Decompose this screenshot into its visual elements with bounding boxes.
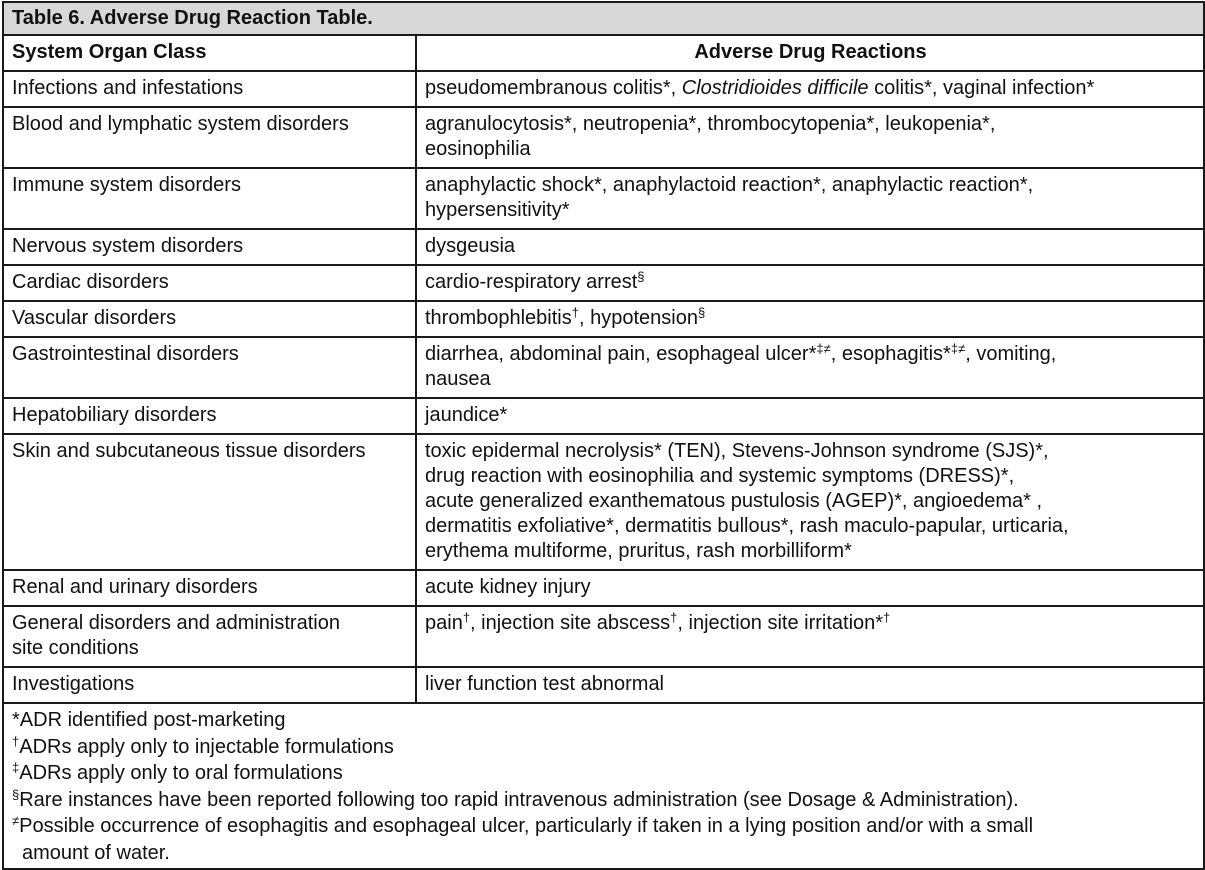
soc-cell: Cardiac disorders: [3, 265, 416, 301]
table-row: [3, 265, 1204, 301]
table-title: Table 6. Adverse Drug Reaction Table.: [3, 2, 1204, 35]
table-row: [3, 606, 1204, 667]
reactions-cell: [416, 107, 1204, 168]
footnote-mark: †: [883, 610, 891, 625]
table-row: [3, 107, 1204, 168]
footnote-text: Rare instances have been reported following too rapid intravenous administration (see Dosage & Administration).: [19, 788, 1019, 811]
reactions-cell: [416, 434, 1204, 570]
reaction-line: dermatitis exfoliative*, dermatitis bullous*, rash maculo-papular, urticaria,: [425, 515, 1069, 537]
footnote-text: ADRs apply only to injectable formulations: [19, 735, 394, 758]
reactions-cell: [416, 337, 1204, 398]
reactions-cell: dysgeusia: [416, 229, 1204, 265]
footnote-mark: *: [12, 709, 20, 731]
table-row: [3, 667, 1204, 703]
footnote: [12, 813, 1196, 840]
reaction-line: erythema multiforme, pruritus, rash morbilliform*: [425, 540, 852, 562]
footnote-continuation: amount of water.: [22, 841, 170, 864]
reaction-text: , hypotension: [578, 307, 698, 329]
reactions-cell: liver function test abnormal: [416, 667, 1204, 703]
reaction-text: , esophagitis*: [830, 343, 951, 365]
soc-cell: Nervous system disorders: [3, 229, 416, 265]
reaction-text: , injection site irritation*: [677, 612, 884, 634]
footnote-mark: †: [571, 305, 579, 320]
table-row: [3, 434, 1204, 570]
reaction-line: agranulocytosis*, neutropenia*, thrombocytopenia*, leukopenia*,: [425, 113, 996, 135]
soc-cell: Renal and urinary disorders: [3, 570, 416, 606]
footnotes-row: [3, 703, 1204, 869]
footnote-mark: §: [637, 269, 645, 284]
table-row: [3, 71, 1204, 107]
reactions-cell: [416, 168, 1204, 229]
table-row: [3, 570, 1204, 606]
soc-line: General disorders and administration: [12, 612, 340, 634]
footnote: [12, 734, 1196, 761]
footnote: [12, 707, 1196, 734]
footnote-mark: ≠: [12, 813, 20, 828]
footnote-mark: ‡: [12, 760, 20, 775]
reactions-cell: acute kidney injury: [416, 570, 1204, 606]
reaction-line: [425, 342, 1196, 367]
reactions-cell: jaundice*: [416, 398, 1204, 434]
footnote-mark: †: [462, 610, 471, 625]
reaction-line: nausea: [425, 368, 491, 390]
footnotes-cell: [3, 703, 1204, 869]
reaction-text: pseudomembranous colitis*,: [425, 77, 682, 99]
table-row: [3, 337, 1204, 398]
footnote-mark: †: [670, 610, 678, 625]
soc-cell: Investigations: [3, 667, 416, 703]
footnote-mark: †: [12, 733, 20, 749]
table-row: [3, 168, 1204, 229]
reactions-cell: [416, 606, 1204, 667]
footnote-text: ADRs apply only to oral formulations: [19, 762, 343, 784]
reactions-cell: [416, 71, 1204, 107]
reaction-line: anaphylactic shock*, anaphylactoid reaction*, anaphylactic reaction*,: [425, 174, 1034, 196]
reaction-organism: Clostridioides difficile: [681, 77, 869, 99]
reaction-text: , injection site abscess: [470, 612, 671, 634]
reaction-text: thrombophlebitis: [425, 307, 572, 329]
footnote-mark: ‡≠: [950, 341, 966, 356]
reaction-line: acute generalized exanthematous pustulosis (AGEP)*, angioedema* ,: [425, 490, 1043, 512]
reaction-text: colitis*, vaginal infection*: [868, 77, 1095, 99]
soc-cell: [3, 606, 416, 667]
soc-cell: Vascular disorders: [3, 301, 416, 337]
footnote-text: Possible occurrence of esophagitis and esophageal ulcer, particularly if taken in a lying position and/or with a small: [19, 815, 1034, 837]
reaction-text: diarrhea, abdominal pain, esophageal ulcer*: [425, 343, 817, 365]
soc-cell: Hepatobiliary disorders: [3, 398, 416, 434]
footnote-mark: ‡≠: [816, 341, 831, 356]
adverse-drug-reaction-table: [2, 1, 1205, 870]
soc-cell: Infections and infestations: [3, 71, 416, 107]
footnote-mark: §: [12, 786, 20, 802]
header-system-organ-class: System Organ Class: [3, 35, 416, 71]
footnote-mark: §: [697, 305, 706, 320]
table-row: [3, 229, 1204, 265]
footnote: [12, 760, 1196, 787]
soc-line: site conditions: [12, 637, 139, 659]
footnote: [12, 787, 1196, 814]
soc-cell: Gastrointestinal disorders: [3, 337, 416, 398]
reaction-line: hypersensitivity*: [425, 199, 570, 221]
header-adverse-drug-reactions: Adverse Drug Reactions: [416, 35, 1204, 71]
reaction-line: eosinophilia: [425, 138, 531, 160]
soc-cell: Blood and lymphatic system disorders: [3, 107, 416, 168]
reactions-cell: [416, 265, 1204, 301]
reaction-line: toxic epidermal necrolysis* (TEN), Stevens-Johnson syndrome (SJS)*,: [425, 440, 1049, 462]
reaction-text: cardio-respiratory arrest: [425, 271, 638, 293]
soc-cell: Immune system disorders: [3, 168, 416, 229]
reaction-text: , vomiting,: [965, 343, 1057, 365]
table-title-row: [3, 2, 1204, 35]
table-header-row: [3, 35, 1204, 71]
reaction-text: pain: [425, 612, 463, 634]
soc-cell: Skin and subcutaneous tissue disorders: [3, 434, 416, 570]
table-row: [3, 301, 1204, 337]
table-row: [3, 398, 1204, 434]
footnote-text: ADR identified post-marketing: [19, 709, 286, 731]
reaction-line: drug reaction with eosinophilia and systemic symptoms (DRESS)*,: [425, 465, 1015, 487]
reactions-cell: [416, 301, 1204, 337]
